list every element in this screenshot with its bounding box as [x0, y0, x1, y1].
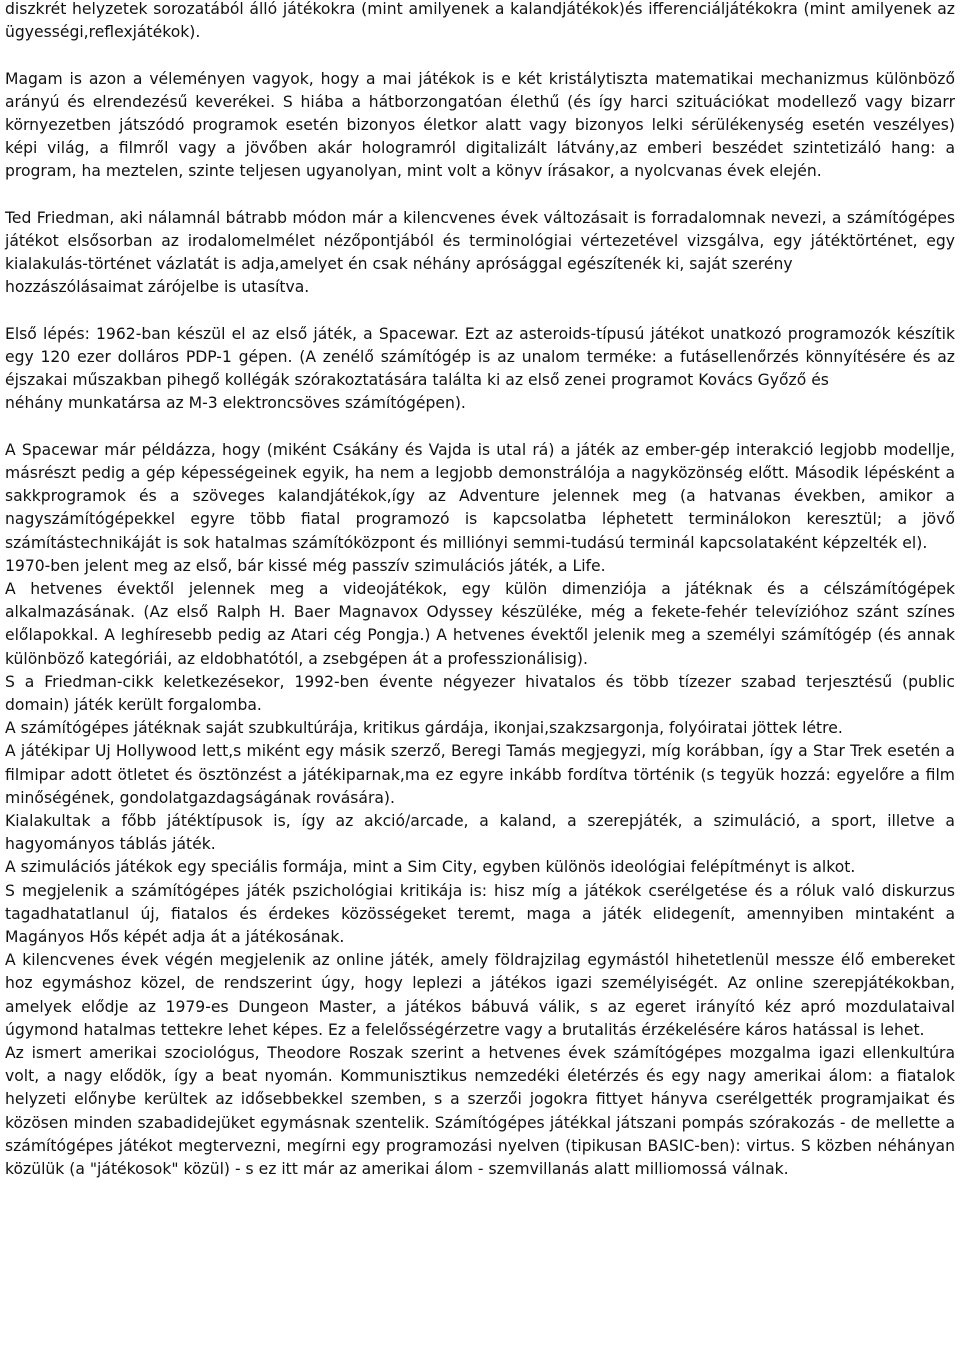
paragraph-mechanisms: Magam is azon a véleményen vagyok, hogy a mai játékok is e két kristálytiszta matematikai mechanizmus különböző arányú és elrendezésű keverékei. S hiába a hátborzongatóan élethű (és így harci szituációkat modellező vagy bizarr környezetben játszódó programok esetén bizonyos életkor alatt vagy bizonyos lelki sérülékenység esetén veszélyes) képi világ, a filmről vagy a jövőben akár hologramról digitalizált látvány,az emberi beszédet szintetizáló hang: a program, ha meztelen, szinte teljesen ugyanolyan, mint volt a könyv írásakor, a nyolcvanas évek elején.: [5, 69, 955, 181]
paragraph-simcity: A szimulációs játékok egy speciális formája, mint a Sim City, egyben különös ideológiai felépítményt is alkot.: [5, 858, 856, 877]
paragraph-1992: S a Friedman-cikk keletkezésekor, 1992-ben évente négyezer hivatalos és több tízezer szabad terjesztésű (public domain) játék került forgalomba.: [5, 672, 955, 715]
paragraph-spacewar-end: néhány munkatársa az M-3 elektroncsöves számítógépen).: [5, 394, 466, 413]
paragraph-online: A kilencvenes évek végén megjelenik az online játék, amely földrajzilag egymástól hihetetlenül messze élő embereket hoz egymáshoz közel, de rendszerint úgy, hogy leplezi a játékos igazi személyiségét. Az online szerepjátékokban, amelyek elődje az 1979-es Dungeon Master, a játékos bábuvá válik, s az egeret irányító kéz apró mozdulataival úgymond hatalmas tettekre lehet képes. Ez a felelősségérzetre vagy a brutalitás érzékelésére káros hatással is lehet.: [5, 951, 955, 1039]
paragraph-psychology: S megjelenik a számítógépes játék pszichológiai kritikája is: hisz míg a játékok cserélgetése és a róluk való diskurzus tagadhatatlanul új, fiatalos és érdekes közösségeket teremt, maga a játék elidegenít, amennyiben mintaként a Magányos Hős képét adja át a játékosának.: [5, 881, 955, 947]
document-page: [5, 0, 955, 1181]
paragraph-life: 1970-ben jelent meg az első, bár kissé még passzív szimulációs játék, a Life.: [5, 556, 606, 575]
paragraph-friedman-end: hozzászólásaimat zárójelbe is utasítva.: [5, 278, 310, 297]
paragraph-friedman: Ted Friedman, aki nálamnál bátrabb módon már a kilencvenes évek változásait is forradalomnak nevezi, a számítógépes játékot elsősorban az irodalomelmélet nézőpontjából és terminológiai vértezetével vizsgálva, egy játéktörténet, egy kialakulás-történet vázlatát is adja,amelyet én csak néhány aprósággal egészítenék ki, saját szerény: [5, 208, 955, 274]
paragraph-subculture: A számítógépes játéknak saját szubkultúrája, kritikus gárdája, ikonjai,szakzsargonja, folyóiratai jöttek létre.: [5, 719, 843, 738]
paragraph-game-categories: diszkrét helyzetek sorozatából álló játékokra (mint amilyenek a kalandjátékok)és ifferenciáljátékokra (mint amilyenek az ügyességi,reflexjátékok).: [5, 0, 955, 42]
paragraph-spacewar: Első lépés: 1962-ban készül el az első játék, a Spacewar. Ezt az asteroids-típusú játékot unatkozó programozók készítik egy 120 ezer dolláros PDP-1 gépen. (A zenélő számítógép is az unalom terméke: a futásellenőrzés könnyítésére és az éjszakai műszakban pihegő kollégák szórakoztatására találta ki az első zenei programot Kovács Győző és: [5, 324, 955, 390]
paragraph-genres: Kialakultak a főbb játéktípusok is, így az akció/arcade, a kaland, a szerepjáték, a szimuláció, a sport, illetve a hagyományos táblás játék.: [5, 812, 955, 854]
paragraph-hollywood: A játékipar Uj Hollywood lett,s miként egy másik szerző, Beregi Tamás megjegyzi, míg korábban, így a Star Trek esetén a filmipar adott ötletet és ösztönzést a játékiparnak,ma ez egyre inkább fordítva történik (s tegyük hozzá: egyelőre a film minőségének, gondolatgazdagságának rovására).: [5, 742, 955, 807]
paragraph-interaction: A Spacewar már példázza, hogy (miként Csákány és Vajda is utal rá) a játék az ember-gép interakció legjobb modellje, másrészt pedig a gép képességeinek egyik, ha nem a legjobb demonstrálója a nagyközönség előtt. Második lépésként a sakkprogramok és a szöveges kalandjátékok,így az Adventure jelennek meg (a hatvanas években, amikor a nagyszámítógépekkel egyre több fiatal programozó is kapcsolatba léphetett terminálokon keresztül; a jövő számítástechnikáját is sok hatalmas számítóközpont és milliónyi semmi-tudású terminál kapcsolataként képzelték el).: [5, 440, 955, 552]
paragraph-roszak: Az ismert amerikai szociológus, Theodore Roszak szerint a hetvenes évek számítógépes mozgalma igazi ellenkultúra volt, a nagy elődök, így a beat nyomán. Kommunisztikus nemzedéki életérzés és egy nagy amerikai álom: a fiatalok helyzeti előnybe kerültek az idősebbekkel szemben, s a szerzői jogokra fittyet hányva cserélgették programjaikat és közösen minden szabadidejüket egymásnak szentelik. Számítógépes játékkal játszani pompás szórakozás - de mellette a számítógépes játékot megtervezni, megírni egy programozási nyelven (tipikusan BASIC-ben): virtus. S közben néhányan közülük (a "játékosok" közül) - s ez itt már az amerikai álom - szemvillanás alatt milliomossá válnak.: [5, 1044, 955, 1179]
paragraph-videogames: A hetvenes évektől jelennek meg a videojátékok, egy külön dimenziója a játéknak és a célszámítógépek alkalmazásának. (Az első Ralph H. Baer Magnavox Odyssey készüléke, még a fekete-fehér televízióhoz szánt színes előlapokkal. A leghíresebb pedig az Atari cég Pongja.) A hetvenes évektől jelenik meg a személyi számítógép (és annak különböző kategóriái, az eldobhatótól, a zsebgépen át a professzionálisig).: [5, 580, 955, 668]
